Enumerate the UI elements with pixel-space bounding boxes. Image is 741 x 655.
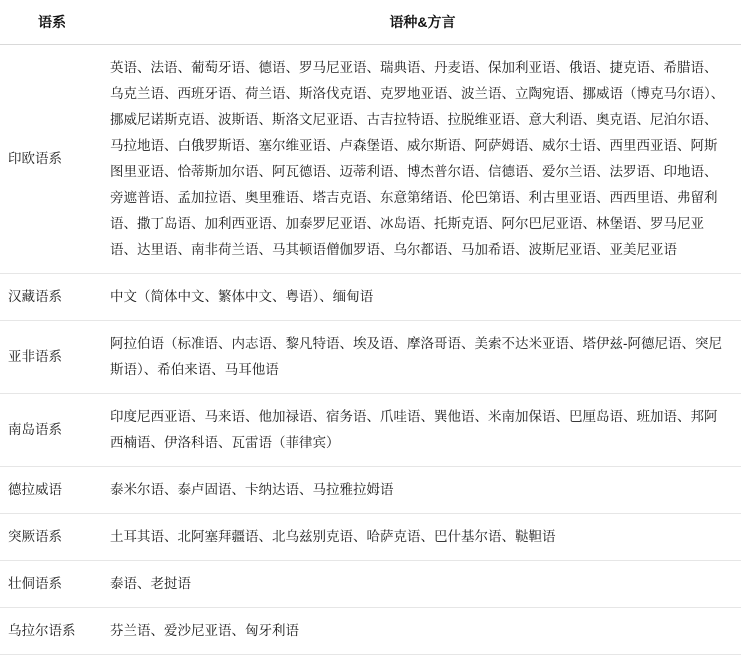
table-body: [0, 45, 741, 655]
cell-languages: 印度尼西亚语、马来语、他加禄语、宿务语、爪哇语、巽他语、米南加保语、巴厘岛语、班加语、邦阿西楠语、伊洛科语、瓦雷语（菲律宾）: [104, 394, 741, 467]
cell-languages: 阿拉伯语（标准语、内志语、黎凡特语、埃及语、摩洛哥语、美索不达米亚语、塔伊兹-阿德尼语、突尼斯语）、希伯来语、马耳他语: [104, 321, 741, 394]
cell-family: 乌拉尔语系: [0, 608, 104, 655]
table-row: [0, 394, 741, 467]
cell-family: 壮侗语系: [0, 561, 104, 608]
table-header-row: [0, 0, 741, 45]
table-row: [0, 561, 741, 608]
table-header: [0, 0, 741, 45]
cell-languages: 英语、法语、葡萄牙语、德语、罗马尼亚语、瑞典语、丹麦语、保加利亚语、俄语、捷克语、希腊语、乌克兰语、西班牙语、荷兰语、斯洛伐克语、克罗地亚语、波兰语、立陶宛语、挪威语（博克马尔语）、挪威尼诺斯克语、波斯语、斯洛文尼亚语、古吉拉特语、拉脱维亚语、意大利语、奥克语、尼泊尔语、马拉地语、白俄罗斯语、塞尔维亚语、卢森堡语、威尔斯语、阿萨姆语、威尔士语、西里西亚语、阿斯图里亚语、恰蒂斯加尔语、阿瓦德语、迈蒂利语、博杰普尔语、信德语、爱尔兰语、法罗语、印地语、旁遮普语、孟加拉语、奥里雅语、塔吉克语、东意第绪语、伦巴第语、利古里亚语、西西里语、弗留利语、撒丁岛语、加利西亚语、加泰罗尼亚语、冰岛语、托斯克语、阿尔巴尼亚语、林堡语、罗马尼亚语、达里语、南非荷兰语、马其顿语僧伽罗语、乌尔都语、马加希语、波斯尼亚语、亚美尼亚语: [104, 45, 741, 274]
table-row: [0, 321, 741, 394]
table-row: [0, 608, 741, 655]
cell-family: 德拉威语: [0, 467, 104, 514]
table-row: [0, 467, 741, 514]
column-header-family: 语系: [0, 0, 104, 45]
cell-family: 南岛语系: [0, 394, 104, 467]
cell-family: 亚非语系: [0, 321, 104, 394]
column-header-languages: 语种&方言: [104, 0, 741, 45]
cell-languages: 芬兰语、爱沙尼亚语、匈牙利语: [104, 608, 741, 655]
table-row: [0, 274, 741, 321]
cell-family: 印欧语系: [0, 45, 104, 274]
cell-languages: 泰米尔语、泰卢固语、卡纳达语、马拉雅拉姆语: [104, 467, 741, 514]
cell-family: 突厥语系: [0, 514, 104, 561]
cell-family: 汉藏语系: [0, 274, 104, 321]
cell-languages: 土耳其语、北阿塞拜疆语、北乌兹别克语、哈萨克语、巴什基尔语、鞑靼语: [104, 514, 741, 561]
cell-languages: 泰语、老挝语: [104, 561, 741, 608]
table-row: [0, 45, 741, 274]
cell-languages: 中文（简体中文、繁体中文、粤语）、缅甸语: [104, 274, 741, 321]
table-row: [0, 514, 741, 561]
